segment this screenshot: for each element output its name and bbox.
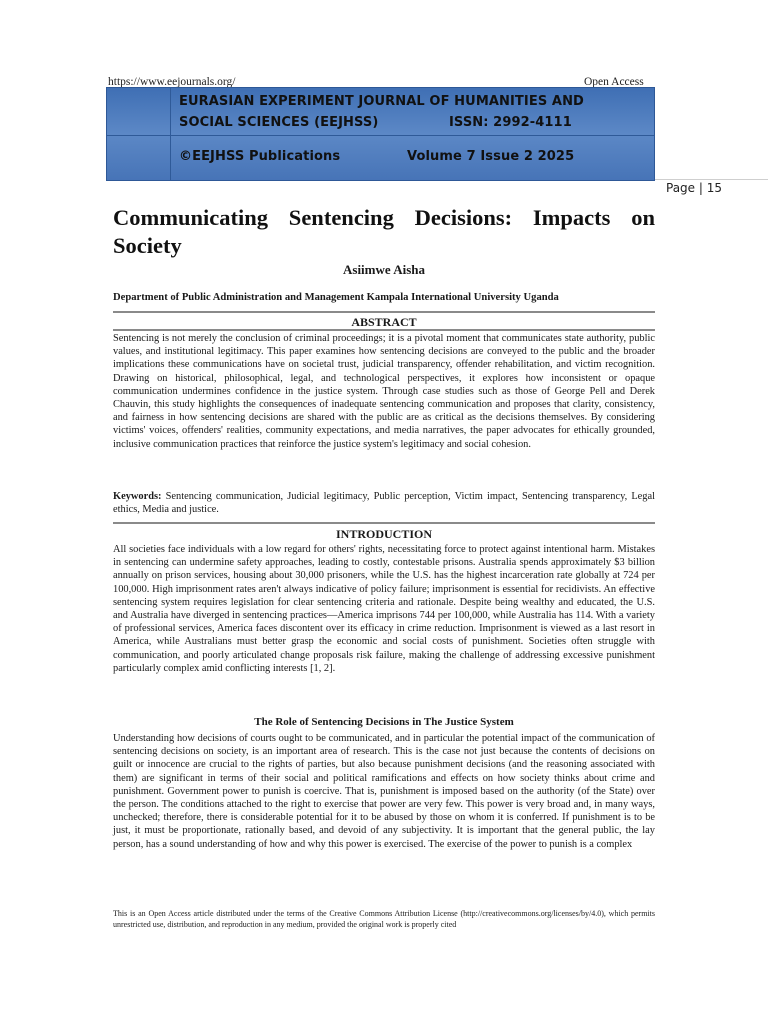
abstract-heading-rule: [113, 329, 655, 331]
article-title: Communicating Sentencing Decisions: Impacts on Society: [113, 205, 655, 258]
keywords-block: [113, 490, 655, 516]
volume-issue: Volume 7 Issue 2 2025: [407, 149, 575, 164]
section-heading: The Role of Sentencing Decisions in The Justice System: [254, 716, 514, 728]
author-name: Asiimwe Aisha: [343, 262, 425, 277]
banner-divider-vertical: [170, 88, 171, 180]
introduction-top-rule: [113, 522, 655, 524]
journal-banner: [107, 88, 654, 180]
journal-url[interactable]: https://www.eejournals.org/: [108, 76, 236, 88]
keywords-text: Sentencing communication, Judicial legitimacy, Public perception, Victim impact, Sentencing transparency, Legal ethics, Media and justice.: [113, 491, 655, 516]
abstract-text: Sentencing is not merely the conclusion of criminal proceedings; it is a pivotal moment that communicates state authority, public values, and institutional legitimacy. This paper examines how sentencing decisions are conveyed to the public and the broader implications these communications have on societal trust, judicial transparency, offender rehabilitation, and victim recognition. Drawing on historical, philosophical, legal, and technological perspectives, it explores how inconsistent or opaque communication undermines confidence in the justice system. Through case studies such as those of George Pell and Derek Chauvin, this study highlights the consequences of inadequate sentencing communication and proposes that clarity, consistency, and fairness in how sentencing decisions are shared with the public are as critical as the decisions themselves. By considering victims' voices, offenders' realities, community expectations, and media narratives, the paper advocates for ethically grounded, inclusive communication practices that reinforce the justice system's legitimacy and social cohesion.: [113, 333, 655, 450]
keywords-label: Keywords:: [113, 491, 162, 502]
banner-divider-horizontal: [107, 135, 654, 136]
abstract-top-rule: [113, 311, 655, 313]
journal-name-line2: SOCIAL SCIENCES (EEJHSS): [179, 115, 379, 130]
page-number-rule: [655, 179, 768, 180]
abstract-heading: ABSTRACT: [351, 315, 417, 329]
introduction-heading: INTRODUCTION: [335, 527, 432, 541]
open-access-label: Open Access: [584, 76, 644, 88]
page-number: Page | 15: [666, 181, 722, 195]
license-footnote: This is an Open Access article distributed under the terms of the Creative Commons Attribution License (http://creativecommons.org/licenses/by/4.0), which permits unrestricted use, distribution, and reproduction in any medium, provided the original work is properly cited: [113, 909, 655, 929]
journal-issn: ISSN: 2992-4111: [449, 115, 572, 130]
section-text: Understanding how decisions of courts ought to be communicated, and in particular the potential impact of the communication of sentencing decisions on society, is an important area of research. This is the case not just because the contents of decisions on guilt or innocence are crucial to the rights of parties, but also because punishment decisions (and the reasoning associated with them) are significant in terms of their social and political ramifications and effects on how society thinks about crime and punishment. Government power to punish is coercive. That is, punishment is imposed based on the authority (of the State) over the person. The conditions attached to the right to exercise that power are very few. This power is very broad and, in many ways, unchecked; therefore, there is considerable potential for it to be abused by those on whom it is conferred. If punishment is to be just, it must be proportionate, rationally based, and devoid of any subjectivity. It is important that the general public, the lay person, has a sound understanding of how and why this power is exercised. The exercise of the power to punish is a complex: [113, 733, 655, 850]
journal-name-line1: EURASIAN EXPERIMENT JOURNAL OF HUMANITIES AND: [179, 94, 584, 109]
author-affiliation: Department of Public Administration and Management Kampala International University Uganda: [113, 292, 559, 303]
introduction-text: All societies face individuals with a low regard for others' rights, necessitating force to protect against intentional harm. Mistakes in sentencing can undermine safety approaches, leading to costly, contestable prisons. Australia spends approximately $3 billion annually on prison services, housing about 30,000 prisoners, while the U.S. has the highest incarceration rate globally at 724 per 100,000. High imprisonment rates aren't always indicative of policy failure; imprisonment is essential for recidivists. An effective sentencing system requires legislation for clear sentencing criteria and rationale. Despite being wealthy and educated, the U.S. and Australia have diverged in sentencing practices—America imprisons 744 per 100,000, while Australia has 114. With a variety of professional services, America faces discontent over its efficacy in crime reduction. Imprisonment is viewed as a last resort in America, while Australians must better grasp the economic and social costs of punishment. Societies often struggle with communication, and poorly articulated change proposals risk failure, making the challenge of addressing excessive punishment particularly complex amid conflicting interests [1, 2].: [113, 544, 655, 674]
publisher-label: ©EEJHSS Publications: [179, 149, 341, 164]
